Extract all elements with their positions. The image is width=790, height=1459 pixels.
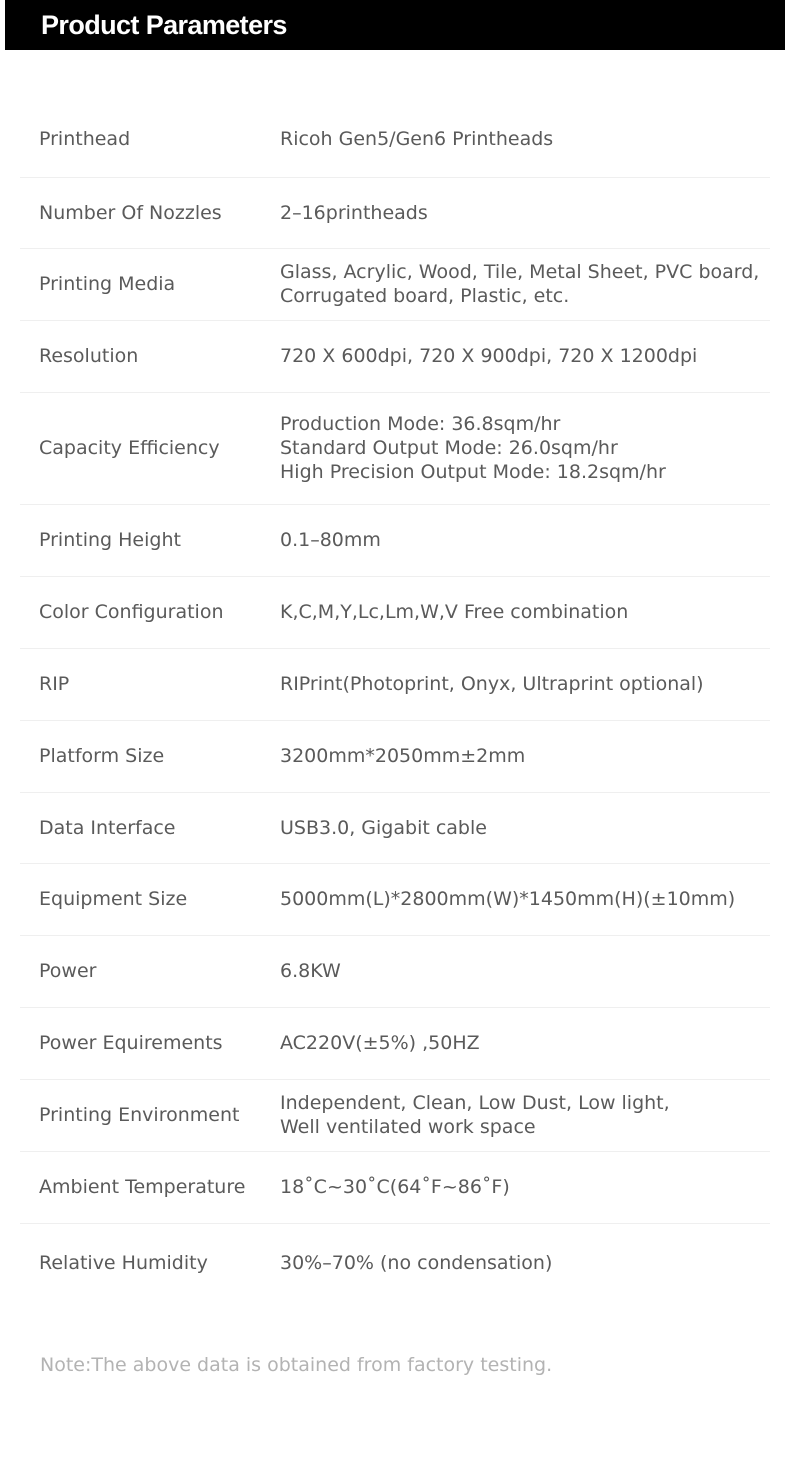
- spec-value-line: K,C,M,Y,Lc,Lm,W,V Free combination: [280, 601, 629, 623]
- spec-label: RIP: [39, 673, 70, 695]
- spec-row: [20, 1223, 770, 1302]
- spec-row: [20, 392, 770, 505]
- spec-value: [280, 959, 341, 983]
- spec-value: [280, 260, 759, 308]
- spec-value-line: 3200mm*2050mm±2mm: [280, 745, 526, 767]
- spec-row: [20, 100, 770, 178]
- spec-value-line: 720 X 600dpi, 720 X 900dpi, 720 X 1200dpi: [280, 345, 698, 367]
- spec-row: [20, 1151, 770, 1224]
- spec-row: [20, 720, 770, 793]
- spec-value: [280, 816, 487, 840]
- spec-row: [20, 935, 770, 1008]
- spec-value-line: 0.1–80mm: [280, 529, 381, 551]
- spec-value-line: 2–16printheads: [280, 201, 428, 224]
- spec-value: [280, 1031, 480, 1055]
- spec-value: [280, 1091, 670, 1139]
- spec-value-line: RIPrint(Photoprint, Onyx, Ultraprint optional): [280, 673, 704, 695]
- spec-row: [20, 863, 770, 936]
- spec-value-line: Corrugated board, Plastic, etc.: [280, 285, 570, 307]
- spec-value: [280, 1251, 552, 1275]
- spec-value-line: Ricoh Gen5/Gen6 Printheads: [280, 127, 554, 150]
- spec-value-line: 5000mm(L)*2800mm(W)*1450mm(H)(±10mm): [280, 888, 736, 910]
- spec-label: Ambient Temperature: [39, 1176, 246, 1198]
- spec-value-line: Production Mode: 36.8sqm/hr: [280, 413, 561, 435]
- spec-row: [20, 1007, 770, 1080]
- footnote: Note:The above data is obtained from factory testing.: [40, 1354, 553, 1376]
- spec-value: [280, 412, 666, 484]
- spec-label: Color Configuration: [39, 601, 224, 623]
- spec-label: Relative Humidity: [39, 1251, 208, 1274]
- spec-row: [20, 792, 770, 864]
- title-bar: [5, 0, 785, 50]
- spec-row: [20, 576, 770, 649]
- spec-value: [280, 1175, 510, 1199]
- spec-value: [280, 528, 381, 552]
- spec-value: [280, 744, 525, 768]
- spec-label: Equipment Size: [39, 888, 188, 910]
- spec-value-line: USB3.0, Gigabit cable: [280, 816, 487, 839]
- spec-label: Printing Media: [39, 273, 176, 295]
- spec-value-line: 30%–70% (no condensation): [280, 1251, 553, 1274]
- page-title: Product Parameters: [41, 10, 287, 40]
- spec-value: [280, 127, 553, 151]
- spec-label: Platform Size: [39, 745, 165, 767]
- spec-label: Capacity Efficiency: [39, 437, 220, 459]
- spec-value: [280, 672, 704, 696]
- spec-row: [20, 504, 770, 577]
- spec-value-line: Standard Output Mode: 26.0sqm/hr: [280, 437, 618, 459]
- spec-row: [20, 320, 770, 393]
- spec-value-line: High Precision Output Mode: 18.2sqm/hr: [280, 461, 666, 483]
- spec-value: [280, 887, 735, 911]
- spec-label: Data Interface: [39, 816, 176, 839]
- spec-label: Number Of Nozzles: [39, 201, 222, 224]
- spec-value: [280, 600, 628, 624]
- spec-value-line: 18˚C~30˚C(64˚F~86˚F): [280, 1176, 510, 1198]
- spec-value-line: Independent, Clean, Low Dust, Low light,: [280, 1092, 670, 1114]
- spec-row: [20, 648, 770, 721]
- spec-value: [280, 344, 697, 368]
- spec-value-line: AC220V(±5%) ,50HZ: [280, 1032, 480, 1054]
- spec-value-line: Well ventilated work space: [280, 1116, 536, 1138]
- spec-label: Power Equirements: [39, 1032, 223, 1054]
- spec-label: Printing Height: [39, 529, 181, 551]
- spec-label: Power: [39, 960, 97, 982]
- spec-row: [20, 1079, 770, 1152]
- spec-label: Resolution: [39, 345, 139, 367]
- spec-row: [20, 248, 770, 321]
- spec-row: [20, 177, 770, 249]
- spec-label: Printing Environment: [39, 1104, 240, 1126]
- spec-value-line: 6.8KW: [280, 960, 341, 982]
- spec-value-line: Glass, Acrylic, Wood, Tile, Metal Sheet, PVC board,: [280, 261, 760, 283]
- spec-label: Printhead: [39, 127, 131, 150]
- spec-value: [280, 201, 428, 225]
